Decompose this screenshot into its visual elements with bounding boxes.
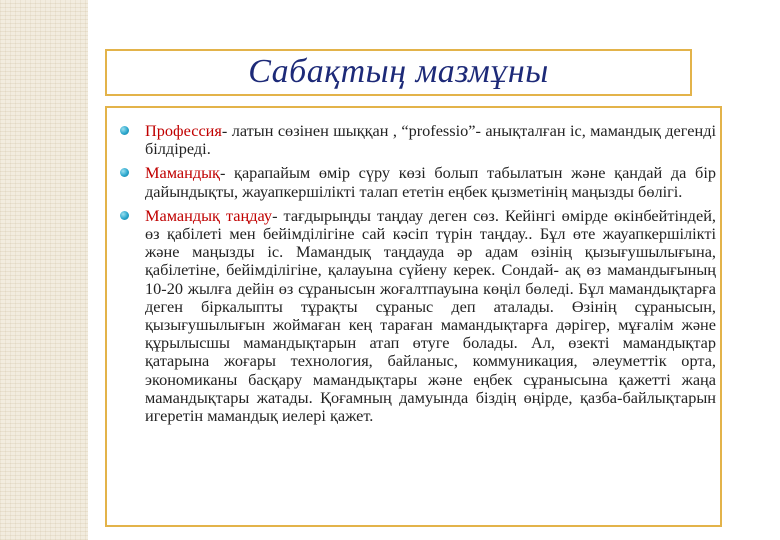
bullet-dot-icon (120, 168, 129, 177)
term-definition: - тағдырыңды таңдау деген сөз. Кейінгі өмірде өкінбейтіндей, өз қабілеті мен бейімділігіне сай кәсіп түрін таңдау.. Бұл өте жауапкершілікті және маңызды іс. Мамандық таңдауда әр адам өзінің қызығушылығына, қабілетіне, бейімділігіне, қалауына сүйену керек. Сондай- ақ өз мамандығының 10-20 жылға дейін өз сұранысын жоғалтпауына көңіл бөледі. Бұл мамандықтарға деген біркалыпты тұрақты сұраныс деп аталады. Өзінің сұранысын, қызығушылығын жоймаған кең тараған мамандықтарға дәрігер, мұғалім және құрылысшы мамандықтарын атап өтуге болады. Ал, өзекті мамандықтар қатарына жоғары технология, байланыс, коммуникация, әлеуметтік орта, экономиканы басқару мамандықтары және еңбек сұранысына қажетті жаңа мамандықтары жатады. Қоғамның дамуында біздің өңірде, қазба-байлықтарын игеретін мамандық иелері қажет. (145, 205, 716, 426)
term-label: Профессия (145, 121, 222, 140)
title-frame (105, 49, 692, 96)
term-label: Мамандық таңдау (145, 205, 273, 225)
term-definition: - қарапайым өмір сүру көзі болып табылатын және қандай да бір дайындықты, жауапкершілікті талап ететін еңбек қызметінің маңызды бөлігі. (145, 163, 716, 201)
term-definition: - латын сөзінен шыққан , “professio”- анықталған іс, мамандық дегенді білдіреді. (145, 121, 716, 159)
bullet-item-choosing (120, 207, 716, 425)
slide-title: Сабақтың мазмұны (248, 52, 549, 90)
term-label: Мамандық (145, 163, 220, 183)
bullet-dot-icon (120, 211, 129, 220)
side-texture-strip (0, 0, 88, 540)
bullet-item-profession (120, 122, 716, 158)
bullet-list (120, 122, 716, 425)
bullet-item-specialty (120, 164, 716, 200)
bullet-dot-icon (120, 126, 129, 135)
